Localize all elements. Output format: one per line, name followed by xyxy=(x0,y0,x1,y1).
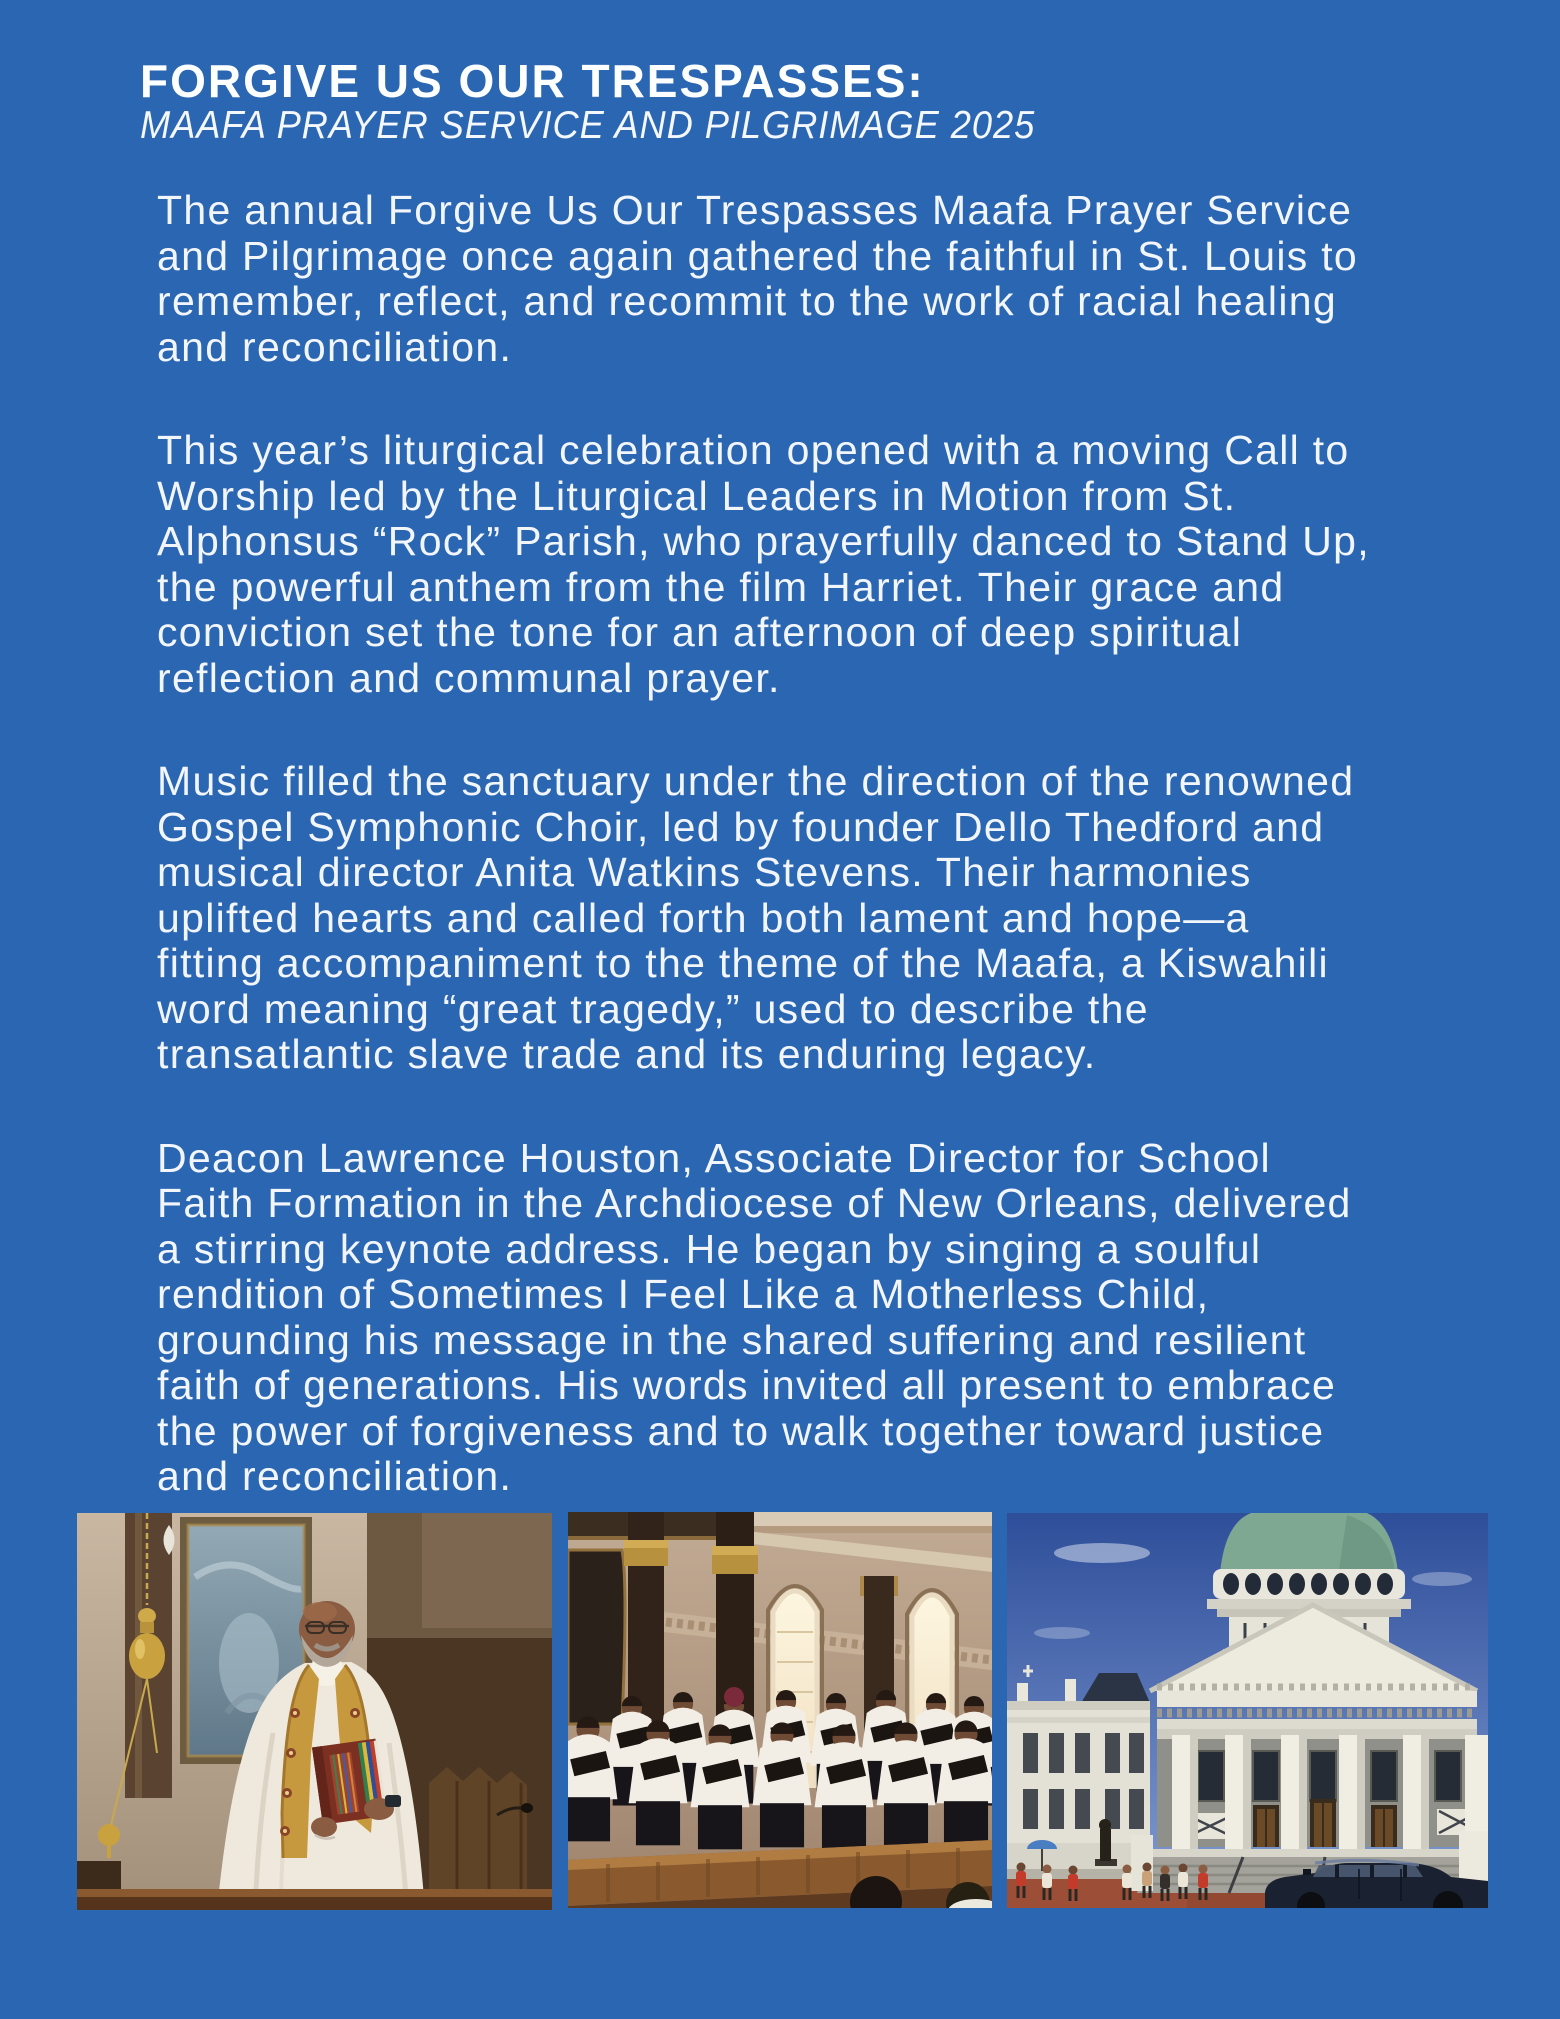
text-line: conviction set the tone for an afternoon of deep spiritual xyxy=(157,609,1243,655)
text-line: transatlantic slave trade and its enduring legacy. xyxy=(157,1031,1097,1077)
photo-courthouse xyxy=(1007,1513,1488,1908)
text-line: the powerful anthem from the film Harriet. Their grace and xyxy=(157,563,1285,610)
text-line: The annual Forgive Us Our Trespasses Maafa Prayer Service xyxy=(157,187,1353,233)
text-line: uplifted hearts and called forth both lament and hope—a xyxy=(157,894,1250,941)
text-line: remember, reflect, and recommit to the work of racial healing xyxy=(157,278,1337,324)
courthouse-photo-illustration xyxy=(1007,1513,1488,1908)
text-line: rendition of Sometimes I Feel Like a Motherless Child, xyxy=(157,1271,1210,1317)
text-line: Gospel Symphonic Choir, led by founder Dello Thedford and xyxy=(157,803,1325,850)
text-line: reflection and communal prayer. xyxy=(157,654,781,701)
page-subtitle: MAAFA PRAYER SERVICE AND PILGRIMAGE 2025 xyxy=(140,104,1036,147)
text-line: and reconciliation. xyxy=(157,1453,513,1499)
text-line: Faith Formation in the Archdiocese of New Orleans, delivered xyxy=(157,1180,1352,1226)
article-body xyxy=(157,188,1370,1500)
page-title: FORGIVE US OUR TRESPASSES: xyxy=(140,55,925,107)
paragraph-call-to-worship xyxy=(157,428,1370,701)
text-line: Deacon Lawrence Houston, Associate Director for School xyxy=(157,1134,1271,1181)
photo-deacon xyxy=(77,1513,552,1910)
text-line: and Pilgrimage once again gathered the faithful in St. Louis to xyxy=(157,232,1359,279)
deacon-photo-illustration xyxy=(77,1513,552,1910)
text-line: fitting accompaniment to the theme of the Maafa, a Kiswahili xyxy=(157,940,1329,986)
photo-choir xyxy=(568,1512,992,1908)
text-line: This year’s liturgical celebration opened with a moving Call to xyxy=(157,427,1350,473)
paragraph-intro xyxy=(157,188,1370,370)
text-line: Worship led by the Liturgical Leaders in Motion from St. xyxy=(157,472,1237,519)
text-line: a stirring keynote address. He began by singing a soulful xyxy=(157,1225,1262,1272)
text-line: Music filled the sanctuary under the direction of the renowned xyxy=(157,758,1355,804)
text-line: musical director Anita Watkins Stevens. Their harmonies xyxy=(157,849,1252,895)
choir-photo-illustration xyxy=(568,1512,992,1908)
paragraph-keynote xyxy=(157,1136,1370,1500)
text-line: grounding his message in the shared suffering and resilient xyxy=(157,1316,1307,1363)
text-line: word meaning “great tragedy,” used to describe the xyxy=(157,985,1149,1032)
text-line: faith of generations. His words invited all present to embrace xyxy=(157,1362,1337,1408)
text-line: and reconciliation. xyxy=(157,323,513,370)
text-line: the power of forgiveness and to walk together toward justice xyxy=(157,1407,1325,1454)
paragraph-music xyxy=(157,759,1370,1078)
text-line: Alphonsus “Rock” Parish, who prayerfully danced to Stand Up, xyxy=(157,518,1370,564)
